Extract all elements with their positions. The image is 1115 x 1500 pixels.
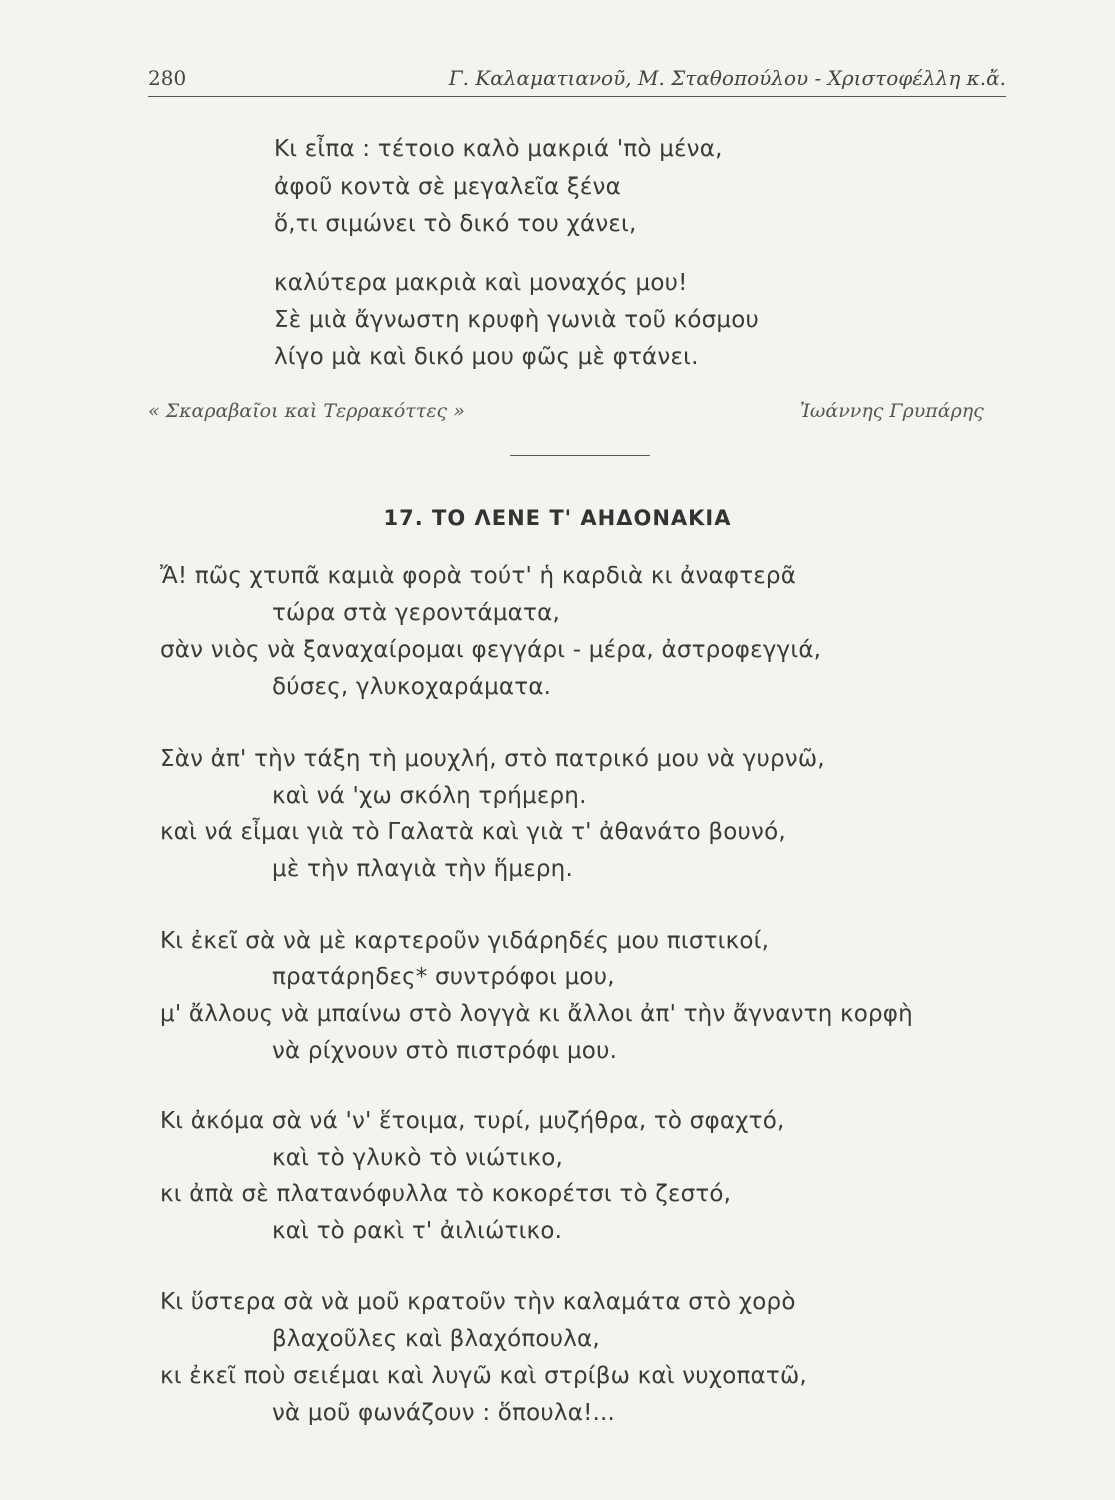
poem-line: Κι ἀκόμα σὰ νά 'ν' ἕτοιμα, τυρί, μυζήθρα, τὸ σφαχτό, (160, 1108, 785, 1134)
poem-line: Σὲ μιὰ ἄγνωστη κρυφὴ γωνιὰ τοῦ κόσμου (274, 307, 760, 333)
poem-line: μ' ἄλλους νὰ μπαίνω στὸ λογγὰ κι ἄλλοι ἀπ' τὴν ἄγναντη κορφὴ (160, 1001, 913, 1027)
poem-line: καὶ τὸ γλυκὸ τὸ νιώτικο, (272, 1145, 563, 1171)
poem-line: καὶ νά 'χω σκόλη τρήμερη. (272, 783, 587, 809)
poem-line: Κι ὕστερα σὰ νὰ μοῦ κρατοῦν τὴν καλαμάτα στὸ χορὸ (160, 1289, 796, 1315)
poem-line: Κι εἶπα : τέτοιο καλὸ μακριά 'πὸ μένα, (274, 136, 723, 162)
poem-line: δύσες, γλυκοχαράματα. (272, 674, 552, 700)
poem-line: κι ἐκεῖ ποὺ σειέμαι καὶ λυγῶ καὶ στρίβω καὶ νυχοπατῶ, (160, 1363, 807, 1389)
poem-line: νὰ μοῦ φωνάζουν : ὅπουλα!... (272, 1400, 616, 1426)
poem-line: λίγο μὰ καὶ δικό μου φῶς μὲ φτάνει. (274, 344, 699, 370)
page-number: 280 (148, 66, 187, 90)
page-header (148, 66, 1006, 96)
poem-line: πρατάρηδες* συντρόφοι μου, (272, 964, 615, 990)
section-divider (510, 455, 650, 456)
poem-line: Ἄ! πῶς χτυπᾶ καμιὰ φορὰ τούτ' ἡ καρδιὰ κι ἀναφτερᾶ (160, 563, 797, 589)
poem-line: Κι ἐκεῖ σὰ νὰ μὲ καρτεροῦν γιδάρηδές μου πιστικοί, (160, 928, 770, 954)
poem-title: 17. ΤΟ ΛΕΝΕ Τ' ΑΗΔΟΝΑΚΙΑ (383, 506, 732, 530)
poem-line: μὲ τὴν πλαγιὰ τὴν ἥμερη. (272, 856, 573, 882)
poem-line: κι ἀπὰ σὲ πλατανόφυλλα τὸ κοκορέτσι τὸ ζεστό, (160, 1181, 732, 1207)
header-rule (148, 96, 1006, 97)
poem-line: καλύτερα μακριὰ καὶ μοναχός μου! (274, 270, 688, 296)
poem-author: Ἰωάννης Γρυπάρης (800, 400, 984, 422)
poem-line: ἀφοῦ κοντὰ σὲ μεγαλεῖα ξένα (274, 174, 621, 200)
poem-line: ὅ,τι σιμώνει τὸ δικό του χάνει, (274, 211, 637, 237)
poem-line: καὶ τὸ ρακὶ τ' ἀιλιώτικο. (272, 1218, 563, 1244)
poem-line: νὰ ρίχνουν στὸ πιστρόφι μου. (272, 1038, 618, 1064)
poem-line: τώρα στὰ γεροντάματα, (272, 600, 560, 626)
poem-line: σὰν νιὸς νὰ ξαναχαίρομαι φεγγάρι - μέρα, ἀστροφεγγιά, (160, 637, 822, 663)
running-title: Γ. Καλαματιανοῦ, Μ. Σταθοπούλου - Χριστοφέλλη κ.ἄ. (448, 66, 1006, 90)
poem-line: βλαχοῦλες καὶ βλαχόπουλα, (272, 1326, 600, 1352)
poem-line: καὶ νά εἶμαι γιὰ τὸ Γαλατὰ καὶ γιὰ τ' ἀθανάτο βουνό, (160, 819, 786, 845)
poem-source: « Σκαραβαῖοι καὶ Τερρακόττες » (148, 400, 465, 422)
poem-line: Σὰν ἀπ' τὴν τάξη τὴ μουχλή, στὸ πατρικό μου νὰ γυρνῶ, (160, 746, 825, 772)
